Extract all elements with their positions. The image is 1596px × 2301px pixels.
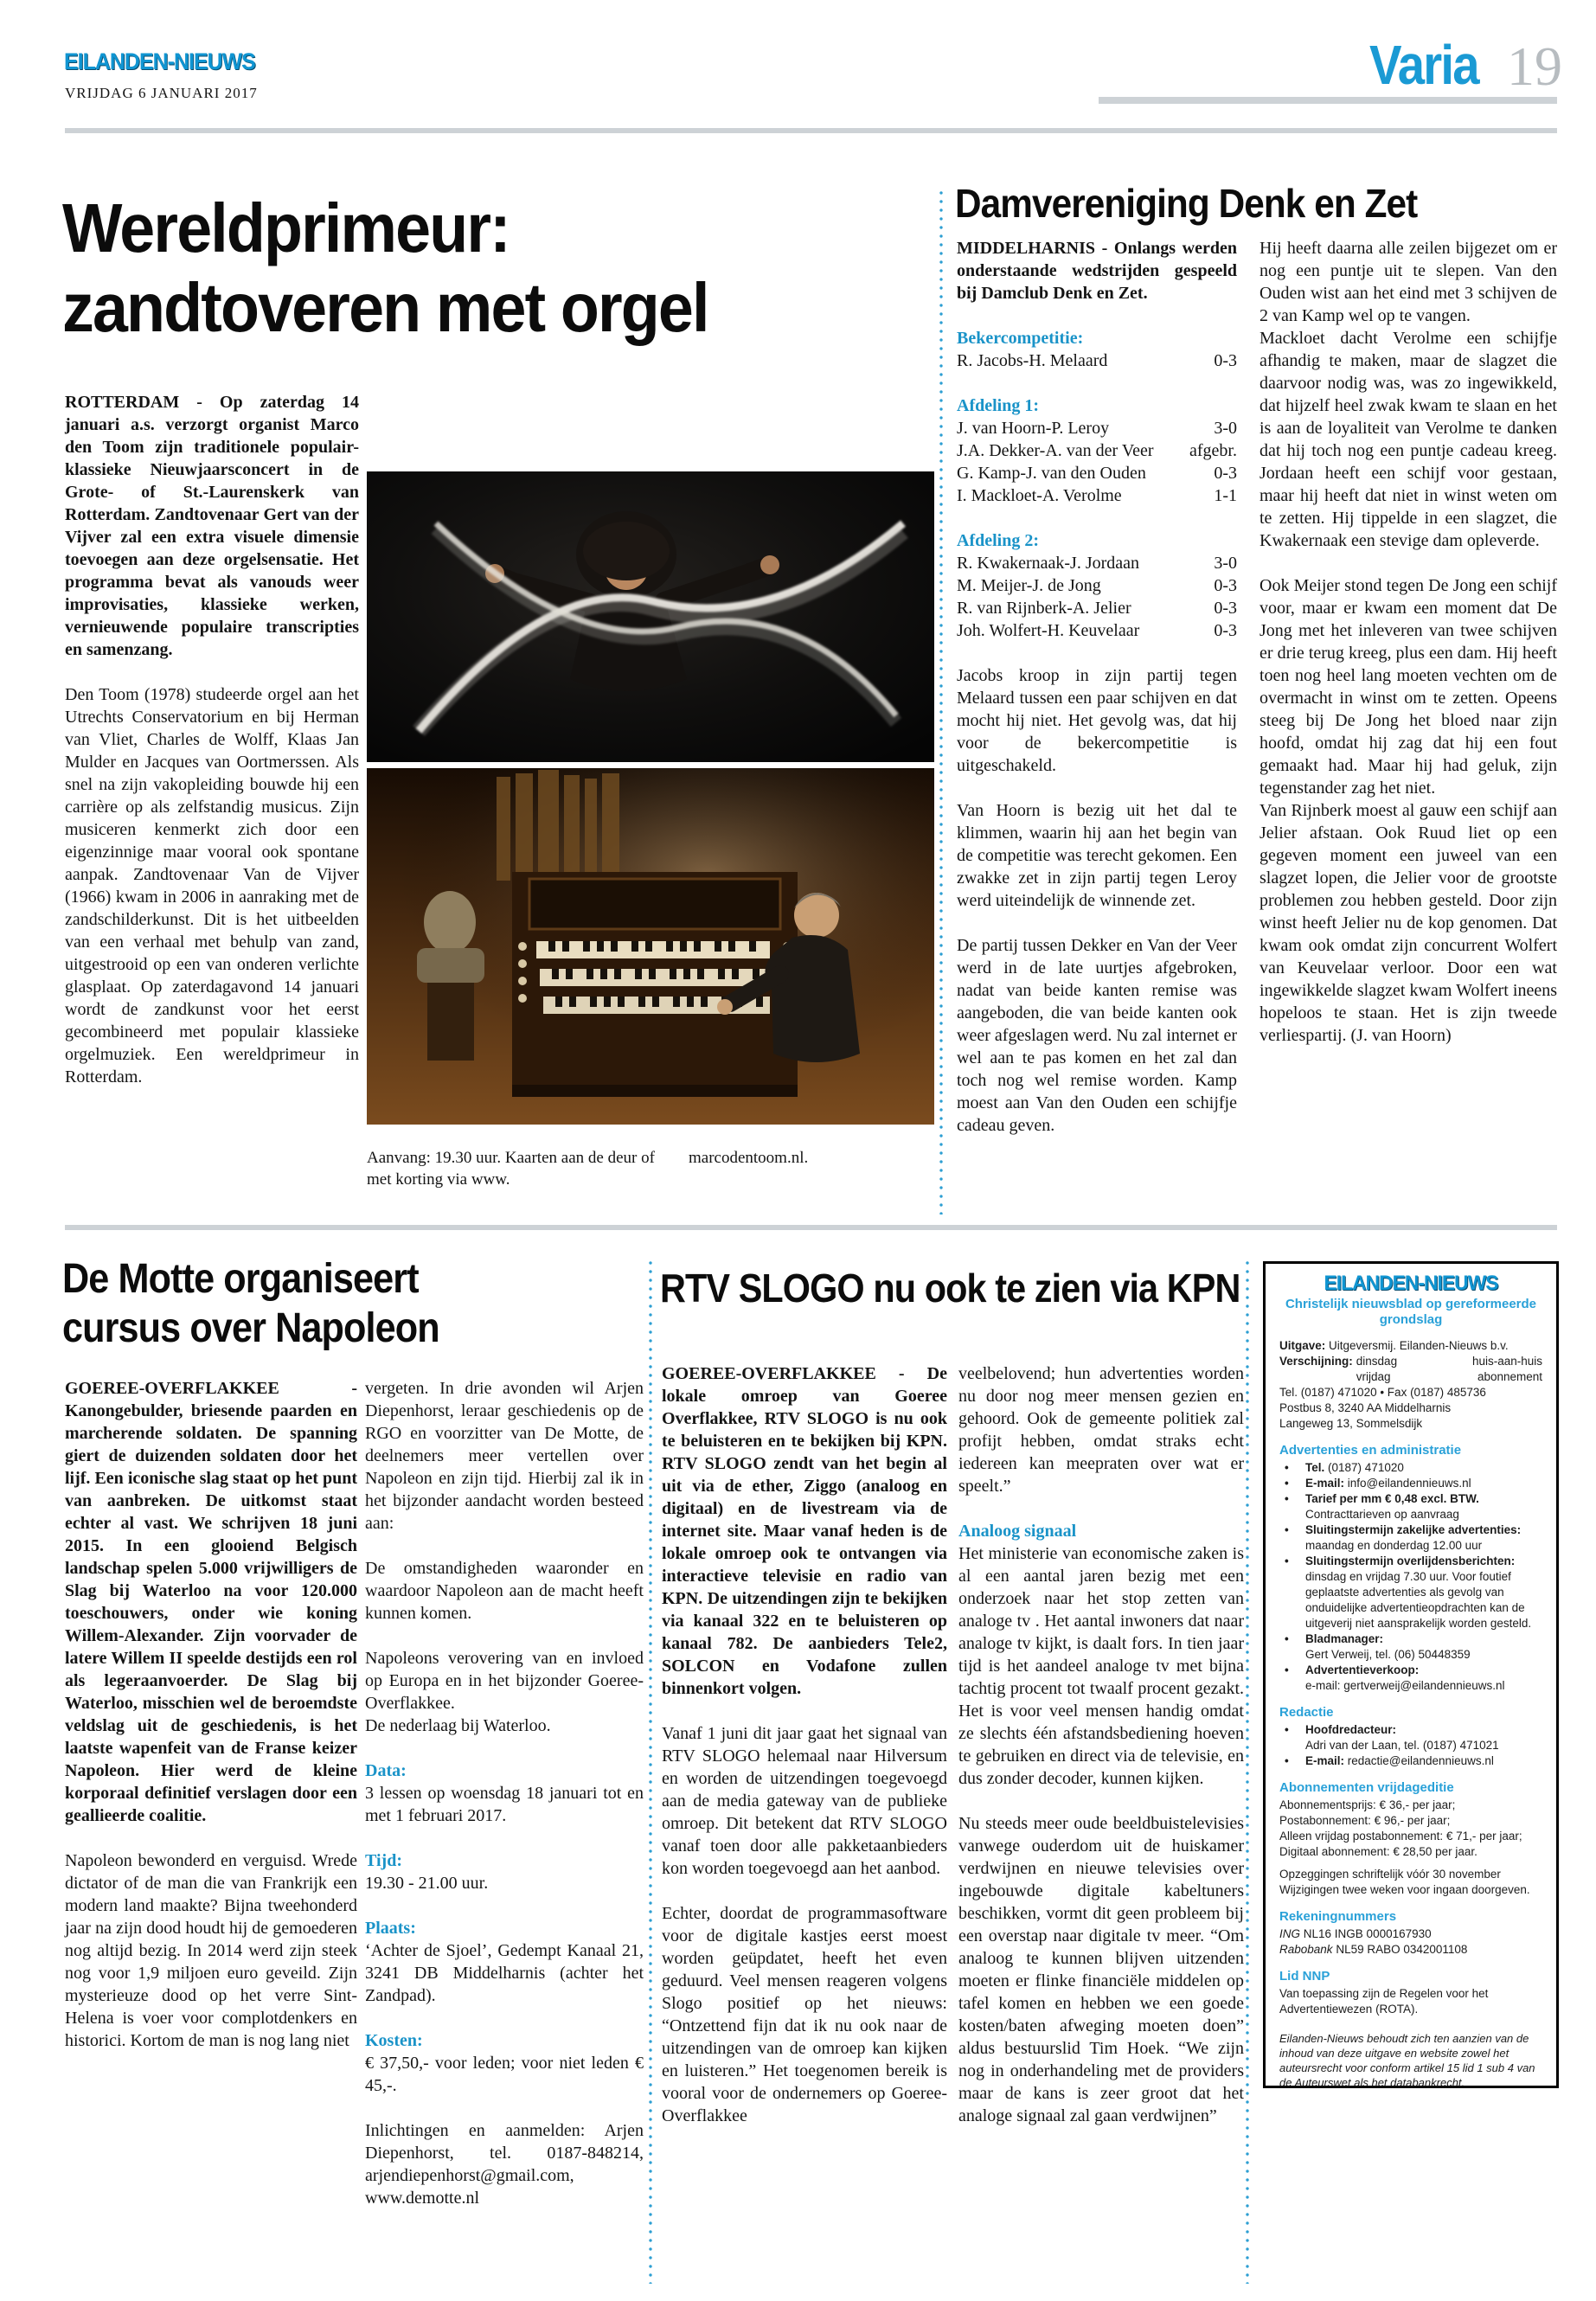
colophon-logo: EILANDEN-NIEUWS (1324, 1272, 1498, 1295)
sand-artist-photo (367, 471, 934, 762)
rtv-paragraph: Het ministerie van economische zaken is al een aantal jaren bezig met een onderzoek naar het stop zetten van analoge tv . Het aantal inwoners dat naar analoge tv kijkt, is daalt fors. In tien jaar tijd is het aandeel analoge tv met bijna tachtig procent tot twaalf procent gezakt. Het is voor veel mensen handig omdat ze slechts één afstandsbediening hoeven te gebruiken en direct via de televisie, en dus zonder decoder, kunnen kijken. (958, 1544, 1244, 1788)
dam-score: 0-3 (1214, 351, 1237, 370)
rekening-row: ING NL16 INGB 0000167930 (1279, 1927, 1432, 1940)
dam-pair: J. van Hoorn-P. Leroy (957, 419, 1110, 438)
dam-paragraph: Mackloet dacht Verolme een schijfje afhandig te maken, maar de slagzet die daarvoor nodig was, was zo ingewikkeld, dat hijzelf heel zwak kwam te slaan en het is aan de loyaliteit van Verolme te danken dat hij toch nog een puntje cadeau kreeg. Jordaan heeft een schijf voor gestaan, maar hij heeft dat niet in winst weten om te zetten. Hij tippelde in een slagzet, die Kwakernaak een stevige dam opleverde. (1259, 329, 1557, 550)
rtv-paragraph: Vanaf 1 juni dit jaar gaat het signaal van RTV SLOGO helemaal naar Hilversum en worden de uitzendingen toegevoegd aan de media gateway van de publieke omroep. Dit betekent dat RTV SLOGO vanaf toen door alle pakketaanbieders kon worden toegevoegd aan het aanbod. (662, 1724, 947, 1878)
dam-section-heading: Afdeling 1: (957, 396, 1039, 415)
main-article-column (65, 391, 359, 1088)
dam-score: afgebr. (1189, 441, 1237, 460)
colophon-telfax: Tel. (0187) 471020 • Fax (0187) 485736 (1279, 1386, 1486, 1399)
section-rule (65, 1225, 1557, 1230)
colophon-address-2: Langeweg 13, Sommelsdijk (1279, 1417, 1423, 1430)
rtv-column-2 (958, 1362, 1244, 2127)
dam-headline: Damvereniging Denk en Zet (955, 181, 1418, 226)
motte-paragraph: Napoleons verovering van en invloed op Europa en in het bijzonder Goeree-Overflakkee. (365, 1649, 644, 1713)
nnp-text: Van toepassing zijn de Regelen voor het Advertentiewezen (ROTA). (1279, 1987, 1489, 2016)
dam-pair: R. Kwakernaak-J. Jordaan (957, 554, 1140, 573)
rtv-column-1 (662, 1362, 947, 2127)
motte-data-label: Data: (365, 1761, 407, 1780)
motte-plaats-text: ‘Achter de Sjoel’, Gedempt Kanaal 21, 3241 DB Middelharnis (achter het Zandpad). (365, 1941, 644, 2005)
colophon-box (1263, 1261, 1559, 2088)
abo-line: Digitaal abonnement: € 28,50 per jaar. (1279, 1845, 1477, 1858)
colophon-abo-heading: Abonnementen vrijdageditie (1279, 1780, 1454, 1795)
motte-data-text: 3 lessen op woensdag 18 januari tot en met 1 februari 2017. (365, 1784, 644, 1825)
motte-kosten-label: Kosten: (365, 2031, 423, 2050)
issue-date: VRIJDAG 6 JANUARI 2017 (65, 85, 258, 101)
dam-score: 0-3 (1214, 621, 1237, 640)
dam-pair: M. Meijer-J. de Jong (957, 576, 1101, 595)
vertical-divider-2 (649, 1259, 652, 2284)
uitgave-label: Uitgave: (1279, 1339, 1326, 1352)
abo-line: Alleen vrijdag postabonnement: € 71,- per jaar; (1279, 1830, 1522, 1843)
red-item: • Hoofdredacteur: Adri van der Laan, tel. (0187) 471021 (1279, 1722, 1542, 1753)
colophon-subtitle: Christelijk nieuwsblad op gereformeerde grondslag (1285, 1297, 1537, 1327)
header-rule (65, 128, 1557, 133)
dam-pair: Joh. Wolfert-H. Keuvelaar (957, 621, 1140, 640)
dam-result-row (957, 417, 1237, 439)
dam-result-row (957, 597, 1237, 619)
verschijning-type: huis-aan-huis (1471, 1355, 1542, 1368)
motte-headline-line1: De Motte organiseert (62, 1256, 419, 1302)
adv-item: • Advertentieverkoop: e-mail: gertverweij@eilandennieuws.nl (1279, 1663, 1542, 1694)
colophon-address-1: Postbus 8, 3240 AA Middelharnis (1279, 1401, 1452, 1414)
dam-section-beker (957, 327, 1237, 372)
vertical-divider-1 (939, 189, 943, 1215)
motte-headline-line2: cursus over Napoleon (62, 1305, 439, 1351)
motte-headline (62, 1254, 439, 1353)
header-rule-right (1099, 97, 1557, 104)
motte-paragraph: De omstandigheden waaronder en waardoor Napoleon aan de macht heeft kunnen komen. (365, 1559, 644, 1623)
rekening-row: Rabobank NL59 RABO 0342001108 (1279, 1943, 1468, 1956)
main-article-body: Den Toom (1978) studeerde orgel aan het Utrechts Conservatorium en bij Herman van Vliet, Charles de Wolff, Klaas Jan Mulder en Jacques van Oortmerssen. Als snel na zijn vakopleiding bouwde hij een carrière op als zelfstandig musicus. Zijn musiceren kenmerkt zich door een eigenzinnige maar vooral ook spontane aanpak. Zandtovenaar Van de Vijver (1966) kwam in 2006 in aanraking met de zandschilderkunst. Dit is het uitbeelden van een verhaal met behulp van zand, uitgestrooid op een van onderen verlichte glasplaat. Op zaterdagavond 14 januari wordt de zandkunst voor het eerst gecombineerd met populair klassieke orgelmuziek. Een wereldprimeur in Rotterdam. (65, 685, 359, 1086)
main-headline-line2: zandtoveren met orgel (62, 269, 708, 346)
opzeggingen-line2: Wijzigingen twee weken voor ingaan doorgeven. (1279, 1883, 1530, 1896)
dam-paragraph: Van Rijnberk moest al gauw een schijf aan Jelier afstaan. Ook Ruud liet op een gegeven moment een juweel van een slagzet lopen, die Jelier voor de grootste problemen zou hebben gesteld. Door zijn winst heeft Jelier nu de kop genomen. Dat kwam ook omdat zijn concurrent Wolfert van Keuvelaar verloor. Door een wat ingewikkelde slagzet kwam Wolfert ineens hopeloos te staan. Het is zijn tweede verliespartij. (J. van Hoorn) (1259, 801, 1557, 1045)
verschijning-type: abonnement (1477, 1370, 1542, 1383)
motte-plaats-label: Plaats: (365, 1919, 416, 1938)
organist-console-photo (367, 768, 934, 1125)
rtv-paragraph: Nu steeds meer oude beeldbuistelevisies vanwege ouderdom uit de huiskamer verdwijnen en nieuwe televisies over ingebouwde digitale kabeltuners beschikken, vormt dit geen probleem bij een overstap naar digitale tv meer. “Om analoog te kunnen blijven uitzenden moeten er flinke financiële middelen op tafel komen en hebben we een goede kosten/baten afweging moeten doen” aldus bestuurslid Tim Hoek. “We zijn nog in onderhandeling met de providers maar de kans is zeer groot dat het analoge signaal zal gaan verdwijnen” (958, 1814, 1244, 2125)
colophon-footnote: Eilanden-Nieuws behoudt zich ten aanzien van de inhoud van deze uitgave en website zowel het auteursrecht voor conform artikel 15 lid 1 sub 4 van de Auteurswet als het databankrecht. (1279, 2032, 1535, 2089)
newspaper-logo: EILANDEN-NIEUWS (64, 48, 255, 74)
dam-intro: MIDDELHARNIS - Onlangs werden onderstaande wedstrijden gespeeld bij Damclub Denk en Zet. (957, 239, 1237, 303)
dam-score: 3-0 (1214, 419, 1237, 438)
photo-caption (367, 1147, 936, 1190)
dam-score: 0-3 (1214, 576, 1237, 595)
dam-pair: R. van Rijnberk-A. Jelier (957, 599, 1131, 618)
motte-tijd-text: 19.30 - 21.00 uur. (365, 1874, 489, 1893)
dam-section-heading: Afdeling 2: (957, 531, 1039, 550)
colophon-adv-list (1279, 1460, 1542, 1694)
motte-paragraph: Napoleon bewonderd en verguisd. Wrede dictator of de man die van Frankrijk een modern land maakte? Bijna tweehonderd jaar na zijn dood houdt hij de gemoederen nog altijd bezig. In 2014 werd zijn steek nog voor 1,9 miljoen euro geveild. Zijn mysterieuze dood op het verre Sint-Helena is voer voor complotdenkers en historici. Kortom de man is nog lang niet (65, 1851, 357, 2050)
dam-paragraph: Ook Meijer stond tegen De Jong een schijf voor, maar er kwam een moment dat De Jong met het inleveren van twee schijven er drie terug kreeg, plus een dam. Hij heeft toen nog heel lang moeten vechten om de overmacht in winst om te zetten. Opeens steeg bij De Jong het bloed naar zijn hoofd, omdat hij zag dat hij een fout gemaakt had. Maar hij had geluk, zijn tegenstander zag het niet. (1259, 576, 1557, 798)
motte-column-2 (365, 1377, 644, 2209)
dam-paragraph: Hij heeft daarna alle zeilen bijgezet om er nog een puntje uit te slepen. Van den Ouden wist aan het eind met 3 schijven de 2 van Kamp wel op te vangen. (1259, 239, 1557, 325)
colophon-verschijning-row2 (1279, 1369, 1542, 1385)
colophon-red-list (1279, 1722, 1542, 1769)
motte-tijd-label: Tijd: (365, 1851, 402, 1870)
abo-line: Abonnementsprijs: € 36,- per jaar; (1279, 1798, 1456, 1811)
abo-line: Postabonnement: € 96,- per jaar; (1279, 1814, 1451, 1827)
section-title: Varia (1369, 34, 1478, 96)
verschijning-label: Verschijning: (1279, 1355, 1353, 1368)
dam-pair: J.A. Dekker-A. van der Veer (957, 441, 1154, 460)
red-item: • E-mail: redactie@eilandennieuws.nl (1279, 1753, 1542, 1769)
colophon-verschijning-row1 (1279, 1354, 1542, 1369)
dam-paragraph: De partij tussen Dekker en Van der Veer werd in de late uurtjes afgebroken, nadat van beide kanten remise was aangeboden, die van beide kanten ook weer afgeslagen werd. Nu zal internet er wel aan te pas komen en het zal dan toch nog wel remise worden. Kamp moest aan Van den Ouden een schijfje cadeau geven. (957, 936, 1237, 1135)
adv-item: • Tel. (0187) 471020 (1279, 1460, 1542, 1476)
dam-result-row (957, 574, 1237, 597)
dam-paragraph: Van Hoorn is bezig uit het dal te klimmen, waarin hij aan het begin van de competitie was terecht gekomen. Een zwakke zet in zijn partij tegen Leroy werd uiteindelijk de winnende zet. (957, 801, 1237, 910)
colophon-nnp-heading: Lid NNP (1279, 1969, 1330, 1984)
dam-paragraph: Jacobs kroop in zijn partij tegen Melaard tussen een paar schijven en dat mocht hij niet. Het gevolg was, dat hij voor de bekercompetitie is uitgeschakeld. (957, 666, 1237, 775)
rtv-headline: RTV SLOGO nu ook te zien via KPN (660, 1266, 1240, 1311)
dam-score: 0-3 (1214, 464, 1237, 483)
main-headline-line1: Wereldprimeur: (62, 189, 510, 266)
adv-item: • Sluitingstermijn zakelijke advertenties: maandag en donderdag 12.00 uur (1279, 1522, 1542, 1554)
photo-caption-left: Aanvang: 19.30 uur. Kaarten aan de deur of met korting via www. (367, 1149, 655, 1189)
vertical-divider-3 (1246, 1259, 1249, 2284)
dam-column-2 (1259, 237, 1557, 1047)
dam-pair: R. Jacobs-H. Melaard (957, 351, 1108, 370)
uitgave-text: Uitgeversmij. Eilanden-Nieuws b.v. (1329, 1339, 1509, 1352)
dam-section-heading: Bekercompetitie: (957, 329, 1084, 348)
verschijning-day: vrijdag (1356, 1370, 1391, 1383)
colophon-adv-heading: Advertenties en administratie (1279, 1443, 1462, 1458)
dam-pair: I. Mackloet-A. Verolme (957, 486, 1122, 505)
adv-item: • E-mail: info@eilandennieuws.nl (1279, 1476, 1542, 1491)
rtv-paragraph: veelbelovend; hun advertenties worden nu door nog meer mensen gezien en gehoord. Ook de gemeente politiek zal profijt hebben, omdat straks echt iedereen kan meepraten over wat er speelt.” (958, 1364, 1244, 1496)
rtv-intro: GOEREE-OVERFLAKKEE - De lokale omroep van Goeree Overflakkee, RTV SLOGO is nu ook te beluisteren en te bekijken bij KPN. RTV SLOGO zendt van het begin al uit via de ether, Ziggo (analoog en digitaal) en de livestream via de internet site. Maar vanaf heden is de lokale omroep ook te ontvangen via interactieve televisie en radio van KPN. De uitzendingen zijn te bekijken via kanaal 322 en te beluisteren op kanaal 782. De aanbieders Tele2, SOLCON en Vodafone zullen binnenkort volgen. (662, 1364, 947, 1698)
colophon-uitgave (1279, 1338, 1542, 1354)
opzeggingen-line1: Opzeggingen schriftelijk vóór 30 november (1279, 1868, 1501, 1881)
photo-caption-right: marcodentoom.nl. (689, 1149, 809, 1167)
dam-section-afdeling1 (957, 394, 1237, 507)
dam-result-row (957, 462, 1237, 484)
dam-result-row (957, 349, 1237, 372)
rtv-subhead: Analoog signaal (958, 1522, 1077, 1541)
dam-score: 0-3 (1214, 599, 1237, 618)
motte-paragraph: De nederlaag bij Waterloo. (365, 1716, 551, 1735)
dam-column-1 (957, 237, 1237, 1137)
motte-kosten-text: € 37,50,- voor leden; voor niet leden € 45,-. (365, 2054, 644, 2095)
dam-result-row (957, 484, 1237, 507)
motte-contact: Inlichtingen en aanmelden: Arjen Diepenhorst, tel. 0187-848214, arjendiepenhorst@gmail.com, www.demotte.nl (365, 2121, 644, 2208)
dam-result-row (957, 552, 1237, 574)
motte-paragraph: vergeten. In drie avonden wil Arjen Diepenhorst, leraar geschiedenis op de RGO en voorzitter van De Motte, de deelnemers meer vertellen over Napoleon en zijn tijd. Hierbij zal ik in het bijzonder aandacht worden besteed aan: (365, 1379, 644, 1533)
rtv-paragraph: Echter, doordat de programmasoftware voor de digitale kastjes eerst moest worden geüpdatet, heeft het even geduurd. Veel mensen reageren volgens Slogo positief op het nieuws: “Ontzettend fijn dat ik nu ook naar de uitzendingen van de omroep kan kijken en luisteren.” Het toegenomen bereik is vooral voor de ondernemers op Goeree-Overflakkee (662, 1904, 947, 2125)
dam-score: 3-0 (1214, 554, 1237, 573)
verschijning-day: dinsdag (1356, 1355, 1398, 1368)
page-number: 19 (1507, 35, 1562, 97)
main-article-intro: ROTTERDAM - Op zaterdag 14 januari a.s. verzorgt organist Marco den Toom zijn traditionele populair-klassieke Nieuwjaarsconcert in de Grote- of St.-Laurenskerk van Rotterdam. Zandtovenaar Gert van der Vijver zal een extra visuele dimensie toevoegen aan deze orgelsensatie. Het programma bevat als vanouds weer improvisaties, klassieke werken, vernieuwende populaire transcripties en samenzang. (65, 393, 359, 659)
main-headline (62, 189, 708, 348)
dam-result-row (957, 439, 1237, 462)
adv-item: • Bladmanager: Gert Verweij, tel. (06) 50448359 (1279, 1631, 1542, 1663)
dam-score: 1-1 (1214, 486, 1237, 505)
dam-result-row (957, 619, 1237, 642)
motte-intro: GOEREE-OVERFLAKKEE - Kanongebulder, briesende paarden en marcherende soldaten. De spanning giert de duizenden soldaten door het lijf. Een iconische slag staat op het punt van aanbreken. De uitkomst staat echter al vast. We schrijven 18 juni 2015. In een glooiend Belgisch landschap spelen 5.000 vrijwilligers de Slag bij Waterloo na voor 120.000 toeschouwers, onder wie koning Willem-Alexander. Zijn voorvader de latere Willem II speelde destijds een rol als legeraanvoerder. De Slag bij Waterloo, misschien wel de beroemdste veldslag uit de geschiedenis, is het laatste wapenfeit van de Franse keizer Napoleon. Hier werd de kleine korporaal definitief verslagen door een geallieerde coalitie. (65, 1379, 357, 1825)
dam-pair: G. Kamp-J. van den Ouden (957, 464, 1146, 483)
colophon-red-heading: Redactie (1279, 1705, 1334, 1720)
adv-item: • Tarief per mm € 0,48 excl. BTW. Contracttarieven op aanvraag (1279, 1491, 1542, 1522)
dam-section-afdeling2 (957, 529, 1237, 642)
motte-column-1 (65, 1377, 357, 2052)
adv-item: • Sluitingstermijn overlijdensberichten: dinsdag en vrijdag 7.30 uur. Voor foutief geplaatste advertenties als gevolg van onduidelijke advertentieopdrachten kan de uitgeverij niet aansprakelijk worden gesteld. (1279, 1554, 1542, 1631)
colophon-rek-heading: Rekeningnummers (1279, 1909, 1397, 1924)
